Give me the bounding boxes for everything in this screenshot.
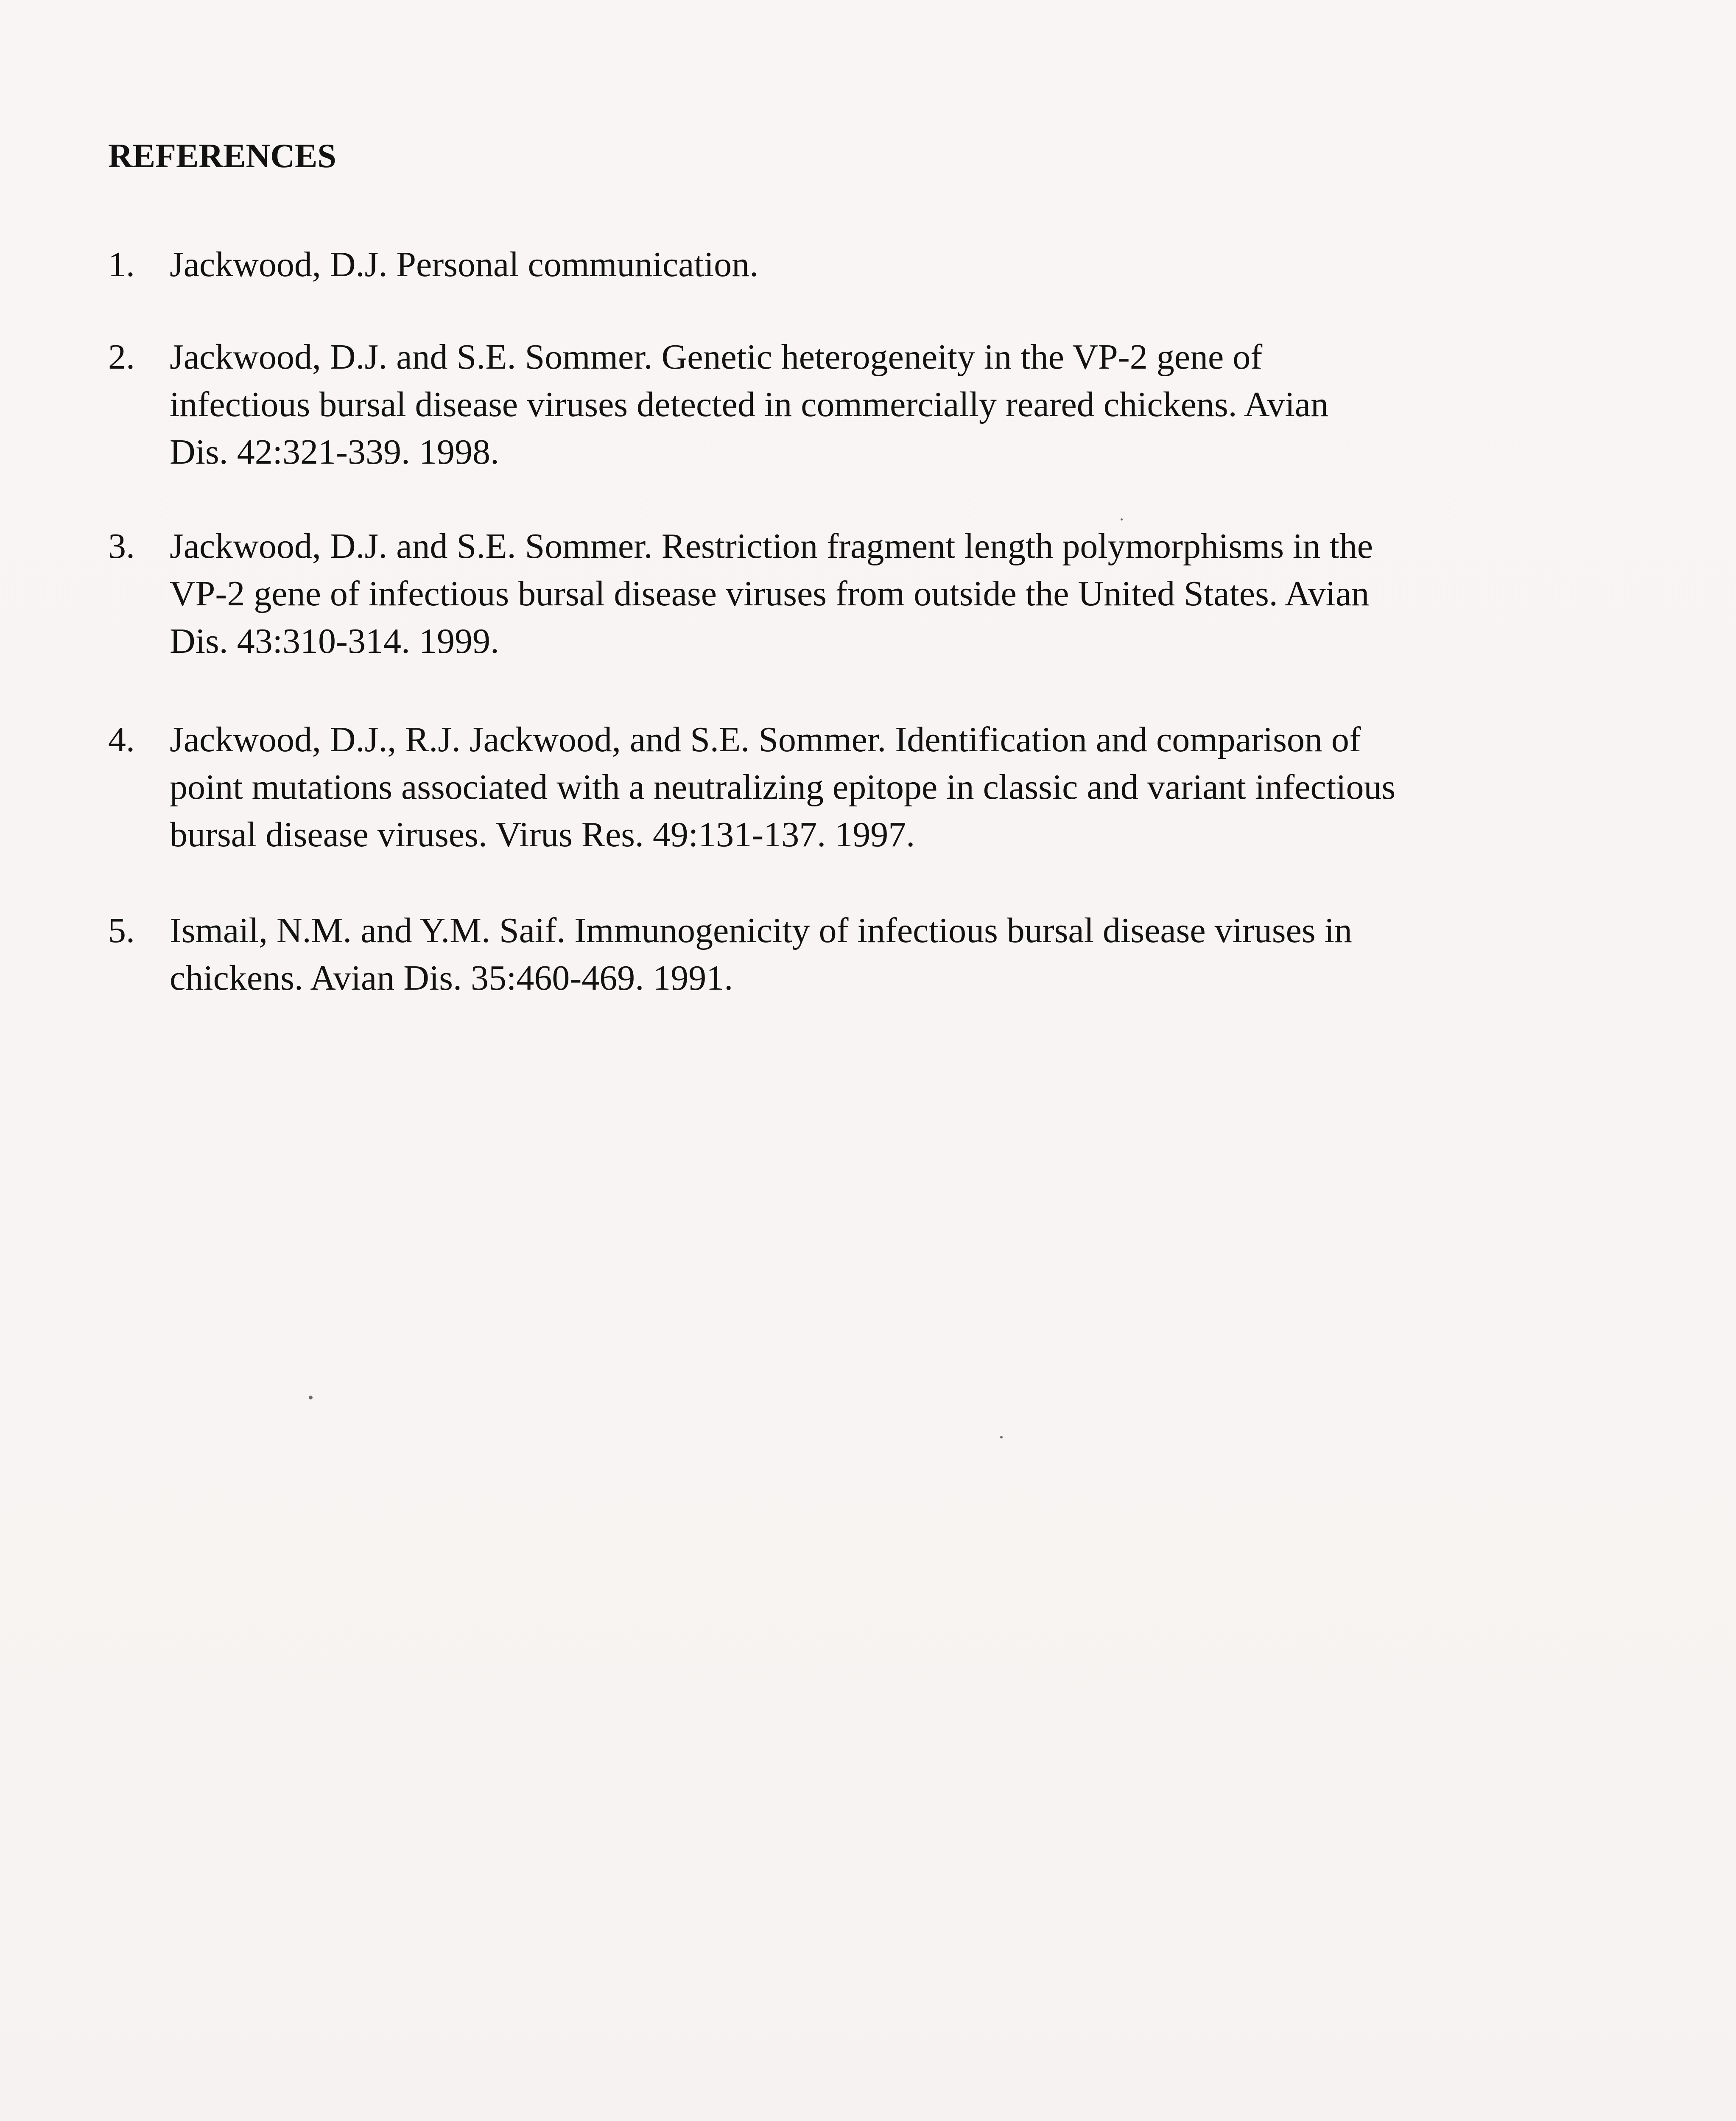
reference-text: Ismail, N.M. and Y.M. Saif. Immunogenicity of infectious bursal disease viruses in chickens. Avian Dis. 35:460-469. 1991. (170, 911, 1352, 998)
references-heading: REFERENCES (108, 137, 336, 175)
reference-text: Jackwood, D.J., R.J. Jackwood, and S.E. Sommer. Identification and comparison of point mutations associated with a neutralizing epitope in classic and variant infectious bursal disease viruses. Virus Res. 49:131-137. 1997. (170, 720, 1396, 854)
scan-speck (1121, 518, 1123, 520)
reference-text: Jackwood, D.J. Personal communication. (170, 245, 759, 284)
scan-speck (1000, 1436, 1003, 1438)
reference-text: Jackwood, D.J. and S.E. Sommer. Genetic heterogeneity in the VP-2 gene of infectious bursal disease viruses detected in commercially reared chickens. Avian Dis. 42:321-339. 1998. (170, 337, 1329, 472)
reference-number: 4. (108, 720, 135, 759)
reference-number: 3. (108, 526, 135, 566)
reference-number: 2. (108, 337, 135, 377)
reference-number: 1. (108, 245, 135, 284)
reference-number: 5. (108, 911, 135, 950)
scan-speck (309, 1396, 313, 1399)
reference-text: Jackwood, D.J. and S.E. Sommer. Restriction fragment length polymorphisms in the VP-2 gene of infectious bursal disease viruses from outside the United States. Avian Dis. 43:310-314. 1999. (170, 526, 1373, 661)
